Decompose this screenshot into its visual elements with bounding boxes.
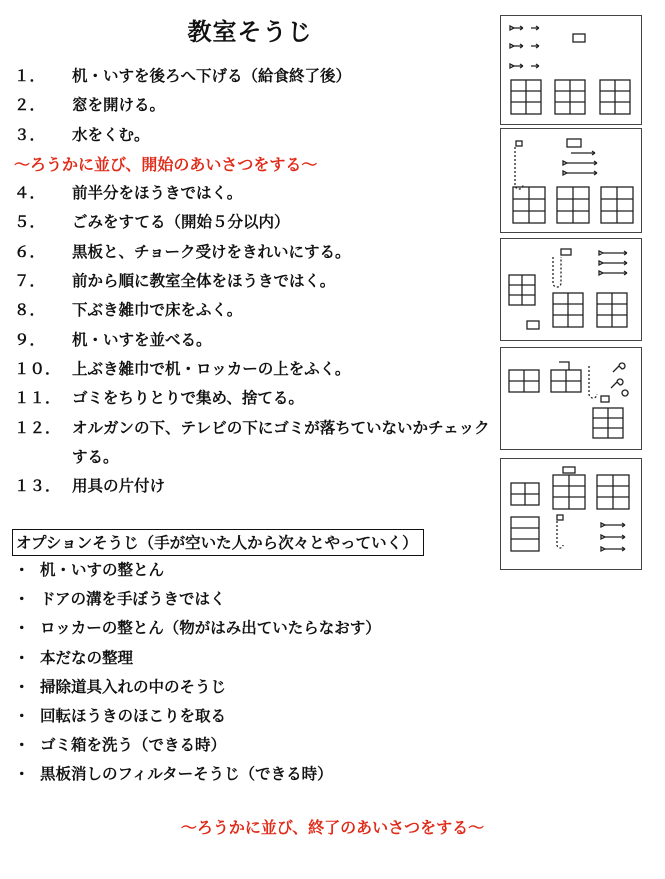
- classroom-diagram: [501, 239, 640, 339]
- option-text: 回転ほうきのほこりを取る: [40, 706, 227, 725]
- bullet: ・: [14, 736, 30, 755]
- classroom-diagram: [501, 348, 640, 448]
- list-item: [14, 731, 484, 760]
- classroom-diagram: [501, 459, 640, 568]
- step-item: [14, 472, 499, 501]
- step-list: [14, 62, 499, 501]
- step-text: 黒板と、チョーク受けをきれいにする。: [72, 242, 351, 261]
- option-text: 掃除道具入れの中のそうじ: [40, 677, 227, 696]
- step-text: 上ぶき雑巾で机・ロッカーの上をふく。: [72, 359, 351, 378]
- step-text: 水をくむ。: [72, 125, 150, 144]
- diagram-step-7-sweep-all: [500, 238, 642, 341]
- step-text: 前半分をほうきではく。: [72, 184, 243, 203]
- step-number: ５．: [14, 213, 46, 232]
- step-number: ３．: [14, 125, 46, 144]
- bullet: ・: [14, 648, 30, 667]
- diagram-step-9-arrange-desks: [500, 458, 642, 570]
- step-number: ２．: [14, 96, 46, 115]
- desk-grid: [511, 475, 629, 551]
- step-text: 窓を開ける。: [72, 96, 166, 115]
- step-number: ４．: [14, 184, 46, 203]
- broom-arrows: [510, 26, 539, 68]
- bullet: ・: [14, 706, 30, 725]
- step-number: １１．: [14, 389, 61, 408]
- bullet: ・: [14, 619, 30, 638]
- bullet: ・: [14, 765, 30, 784]
- diagram-step-8-wipe-floor: [500, 347, 642, 450]
- list-item: [14, 702, 484, 731]
- step-number: １２．: [14, 418, 61, 437]
- step-number: ９．: [14, 330, 46, 349]
- step-number: ８．: [14, 301, 46, 320]
- classroom-diagram: [501, 16, 640, 123]
- step-item: [14, 179, 499, 208]
- option-text: 黒板消しのフィルターそうじ（できる時）: [40, 765, 333, 784]
- step-text: 机・いすを並べる。: [72, 330, 212, 349]
- list-item: [14, 673, 484, 702]
- step-text: 用具の片付け: [72, 476, 166, 495]
- option-text: ドアの溝を手ぼうきではく: [40, 590, 226, 609]
- option-text: 机・いすの整とん: [40, 561, 165, 579]
- desk-grid: [511, 80, 630, 114]
- option-text: ロッカーの整とん（物がはみ出ていたらなおす）: [40, 619, 381, 638]
- step-item: [14, 355, 499, 384]
- option-list: [14, 556, 484, 790]
- diagram-step-1-desks-back: [500, 15, 642, 125]
- bullet: ・: [14, 590, 30, 609]
- step-item: [14, 238, 499, 267]
- option-cleaning-heading: オプションそうじ（手が空いた人から次々とやっていく）: [12, 529, 424, 556]
- start-greeting-line: [14, 150, 499, 179]
- step-text: ゴミをちりとりで集め、捨てる。: [72, 389, 304, 408]
- step-item: [14, 267, 499, 296]
- step-item: [14, 208, 499, 237]
- step-item: [14, 414, 499, 472]
- step-number: ６．: [14, 242, 46, 261]
- step-number: １３．: [14, 476, 61, 495]
- desk-grid: [509, 275, 627, 327]
- step-text: ごみをすてる（開始５分以内）: [72, 213, 290, 232]
- step-item: [14, 62, 499, 91]
- page-title: 教室そうじ: [187, 18, 313, 46]
- option-text: 本だなの整理: [40, 648, 134, 667]
- bullet: ・: [14, 677, 30, 696]
- classroom-diagram: [501, 129, 640, 231]
- step-number: １０．: [14, 359, 61, 378]
- list-item: [14, 614, 484, 643]
- step-item: [14, 326, 499, 355]
- end-greeting-line: ～ろうかに並び、終了のあいさつをする～: [180, 818, 485, 837]
- step-text: 前から順に教室全体をほうきではく。: [72, 272, 336, 291]
- desk-grid: [509, 370, 623, 438]
- step-text: 下ぶき雑巾で床をふく。: [72, 301, 243, 320]
- step-text: 机・いすを後ろへ下げる（給食終了後）: [72, 67, 352, 85]
- step-text: オルガンの下、テレビの下にゴミが落ちていないかチェックする。: [72, 418, 490, 466]
- step-number: １．: [14, 67, 46, 85]
- diagram-step-4-sweep-front: [500, 128, 642, 233]
- step-item: [14, 91, 499, 120]
- step-item: [14, 384, 499, 413]
- list-item: [14, 644, 484, 673]
- list-item: [14, 585, 484, 614]
- step-item: [14, 296, 499, 325]
- list-item: [14, 760, 484, 789]
- list-item: [14, 556, 484, 585]
- step-text: ～ろうかに並び、開始のあいさつをする～: [14, 154, 318, 174]
- step-number: ７．: [14, 272, 46, 291]
- option-text: ゴミ箱を洗う（できる時）: [40, 736, 227, 755]
- bullet: ・: [14, 561, 30, 579]
- step-item: [14, 121, 499, 150]
- desk-grid: [513, 187, 633, 223]
